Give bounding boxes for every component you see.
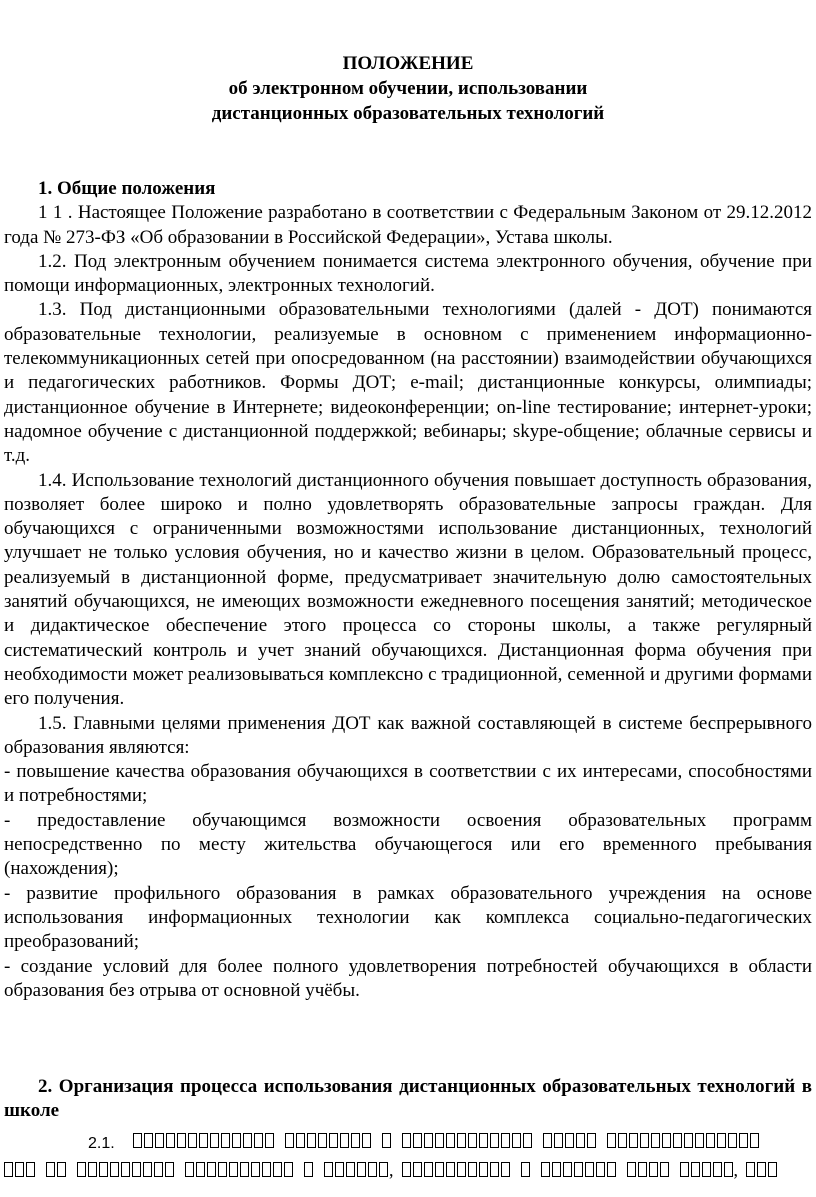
missing-glyph-box — [413, 1162, 422, 1177]
missing-glyph-box — [254, 1133, 263, 1148]
missing-glyph-box — [265, 1133, 274, 1148]
missing-glyph-box — [543, 1133, 552, 1148]
missing-glyph-box — [362, 1133, 371, 1148]
missing-glyph-box — [585, 1162, 594, 1177]
missing-glyph-box — [229, 1162, 238, 1177]
missing-glyph-box — [649, 1162, 658, 1177]
missing-glyph-box — [218, 1162, 227, 1177]
missing-glyph-box — [15, 1162, 24, 1177]
missing-glyph-box — [132, 1162, 141, 1177]
missing-glyph-box — [640, 1133, 649, 1148]
paragraph-1-4: 1.4. Использование технологий дистанционного обучения повышает доступность образования, позволяет более широко и полно удовлетворять образовательные запросы граждан. Для обучающихся с ограниченными возможностями использование дистанционных, технологий улучшает не только условия обучения, но и качество жизни в целом. Образовательный процесс, реализуемый в дистанционной форме, предусматривает значительную долю самостоятельных занятий обучающихся, не имеющих возможности ежедневного посещения занятий; методическое и дидактическое обеспечение этого процесса со стороны школы, а также регулярный систематический контроль и учет знаний обучающихся. Дистанционная форма обучения при необходимости может реализовываться комплексно с традиционной, семенной и другими формами его получения. — [4, 469, 812, 710]
section-2-heading: 2. Организация процесса использования дистанционных образовательных технологий в школе — [4, 1076, 812, 1122]
missing-glyph-box — [501, 1162, 510, 1177]
missing-glyph-box — [468, 1133, 477, 1148]
missing-glyph-box — [4, 1162, 13, 1177]
paragraph-2-1-number: 2.1. — [88, 1134, 115, 1152]
missing-glyph-box — [702, 1162, 711, 1177]
missing-glyph-box — [713, 1162, 722, 1177]
missing-glyph-box — [88, 1162, 97, 1177]
paragraph-1-1: 1 1 . Настоящее Положение разработано в соответствии с Федеральным Законом от 29.12.2012 года № 273-ФЗ «Об образовании в Российской Федерации», Устава школы. — [4, 202, 812, 248]
missing-glyph-box — [746, 1162, 755, 1177]
missing-glyph-box — [565, 1133, 574, 1148]
missing-glyph-box — [329, 1133, 338, 1148]
paragraph-1-5: 1.5. Главными целями применения ДОТ как важной составляющей в системе беспрерывного образования являются: — [4, 712, 812, 758]
missing-glyph-box — [576, 1133, 585, 1148]
missing-glyph-box — [724, 1162, 733, 1177]
missing-glyph-box — [57, 1162, 66, 1177]
bullet-item: - повышение качества образования обучающихся в соответствии с их интересами, способностями и потребностями; — [4, 761, 812, 807]
missing-glyph-box — [629, 1133, 638, 1148]
missing-glyph-box — [402, 1162, 411, 1177]
missing-glyph-box — [240, 1162, 249, 1177]
missing-glyph-box — [424, 1133, 433, 1148]
missing-glyph-box — [251, 1162, 260, 1177]
missing-glyph-box — [262, 1162, 271, 1177]
garbled-paragraph-2-1 — [0, 1125, 816, 1185]
paragraph-1-2: 1.2. Под электронным обучением понимается система электронного обучения, обучение при помощи информационных, электронных технологий. — [4, 250, 812, 297]
missing-glyph-box — [185, 1162, 194, 1177]
missing-glyph-box — [110, 1162, 119, 1177]
missing-glyph-box — [541, 1162, 550, 1177]
missing-glyph-box — [155, 1133, 164, 1148]
bullet-item: - развитие профильного образования в рамках образовательного учреждения на основе использования информационных технологии как комплекса социально-педагогических преобразований; — [4, 882, 812, 953]
missing-glyph-box — [357, 1162, 366, 1177]
missing-glyph-box — [587, 1133, 596, 1148]
missing-glyph-box — [121, 1162, 130, 1177]
missing-glyph-box — [660, 1162, 669, 1177]
missing-glyph-box — [144, 1133, 153, 1148]
garbled-line-2 — [4, 1155, 816, 1185]
missing-glyph-box — [479, 1133, 488, 1148]
missing-glyph-box — [335, 1162, 344, 1177]
missing-glyph-box — [351, 1133, 360, 1148]
missing-glyph-box — [177, 1133, 186, 1148]
missing-glyph-box — [196, 1162, 205, 1177]
missing-glyph-box — [26, 1162, 35, 1177]
missing-glyph-box — [552, 1162, 561, 1177]
missing-glyph-box — [757, 1162, 766, 1177]
missing-glyph-box — [324, 1162, 333, 1177]
missing-glyph-box — [662, 1133, 671, 1148]
missing-glyph-box — [165, 1162, 174, 1177]
missing-glyph-box — [307, 1133, 316, 1148]
section-1 — [4, 177, 812, 1003]
missing-glyph-box — [435, 1133, 444, 1148]
missing-glyph-box — [684, 1133, 693, 1148]
missing-glyph-box — [574, 1162, 583, 1177]
missing-glyph-box — [680, 1162, 689, 1177]
missing-glyph-box — [457, 1133, 466, 1148]
missing-glyph-box — [563, 1162, 572, 1177]
missing-glyph-box — [695, 1133, 704, 1148]
missing-glyph-box — [468, 1162, 477, 1177]
missing-glyph-box — [768, 1162, 777, 1177]
missing-glyph-box — [728, 1133, 737, 1148]
document-subtitle-line1: об электронном обучении, использовании — [228, 78, 588, 99]
missing-glyph-box — [273, 1162, 282, 1177]
missing-glyph-box — [284, 1162, 293, 1177]
missing-glyph-box — [446, 1162, 455, 1177]
missing-glyph-box — [340, 1133, 349, 1148]
missing-glyph-box — [523, 1133, 532, 1148]
missing-glyph-box — [221, 1133, 230, 1148]
missing-glyph-box — [490, 1162, 499, 1177]
missing-glyph-box — [346, 1162, 355, 1177]
missing-glyph-box — [596, 1162, 605, 1177]
garbled-line-1 — [0, 1125, 816, 1155]
document-title: ПОЛОЖЕНИЕ — [342, 53, 474, 74]
missing-glyph-box — [618, 1133, 627, 1148]
missing-glyph-box — [638, 1162, 647, 1177]
missing-glyph-box — [379, 1162, 388, 1177]
missing-glyph-box — [627, 1162, 636, 1177]
missing-glyph-box — [413, 1133, 422, 1148]
missing-glyph-box — [207, 1162, 216, 1177]
missing-glyph-box — [706, 1133, 715, 1148]
missing-glyph-box — [232, 1133, 241, 1148]
missing-glyph-box — [717, 1133, 726, 1148]
missing-glyph-box — [512, 1133, 521, 1148]
missing-glyph-box — [143, 1162, 152, 1177]
document-subtitle-line2: дистанционных образовательных технологий — [211, 103, 605, 124]
missing-glyph-box — [296, 1133, 305, 1148]
missing-glyph-box — [210, 1133, 219, 1148]
missing-glyph-box — [424, 1162, 433, 1177]
missing-glyph-box — [188, 1133, 197, 1148]
missing-glyph-box — [318, 1133, 327, 1148]
missing-glyph-box — [46, 1162, 55, 1177]
missing-glyph-box — [99, 1162, 108, 1177]
missing-glyph-box — [285, 1133, 294, 1148]
missing-glyph-box — [673, 1133, 682, 1148]
missing-glyph-box — [435, 1162, 444, 1177]
missing-glyph-box — [368, 1162, 377, 1177]
missing-glyph-box — [521, 1162, 530, 1177]
missing-glyph-box — [77, 1162, 86, 1177]
missing-glyph-box — [607, 1133, 616, 1148]
missing-glyph-box — [154, 1162, 163, 1177]
missing-glyph-run: , , — [4, 1158, 779, 1182]
missing-glyph-box — [402, 1133, 411, 1148]
section-1-heading: 1. Общие положения — [38, 178, 216, 199]
missing-glyph-box — [479, 1162, 488, 1177]
missing-glyph-box — [739, 1133, 748, 1148]
missing-glyph-box — [457, 1162, 466, 1177]
missing-glyph-box — [691, 1162, 700, 1177]
missing-glyph-box — [199, 1133, 208, 1148]
missing-glyph-box — [304, 1162, 313, 1177]
missing-glyph-box — [133, 1133, 142, 1148]
missing-glyph-box — [382, 1133, 391, 1148]
missing-glyph-box — [607, 1162, 616, 1177]
missing-glyph-box — [490, 1133, 499, 1148]
missing-glyph-box — [166, 1133, 175, 1148]
missing-glyph-box — [651, 1133, 660, 1148]
missing-glyph-box — [554, 1133, 563, 1148]
missing-glyph-box — [446, 1133, 455, 1148]
missing-glyph-box — [750, 1133, 759, 1148]
bullet-item: - создание условий для более полного удовлетворения потребностей обучающихся в области образования без отрыва от основной учёбы. — [4, 955, 812, 1001]
missing-glyph-box — [243, 1133, 252, 1148]
missing-glyph-box — [501, 1133, 510, 1148]
bullet-item: - предоставление обучающимся возможности освоения образовательных программ непосредственно по месту жительства обучающегося или его временного пребывания (нахождения); — [4, 809, 812, 880]
missing-glyph-run — [133, 1133, 761, 1148]
paragraph-1-3: 1.3. Под дистанционными образовательными технологиями (далей - ДОТ) понимаются образовательные технологии, реализуемые в основном с применением информационно-телекоммуникационных сетей при опосредованном (на расстоянии) взаимодействии обучающихся и педагогических работников. Формы ДОТ; e-mail; дистанционные конкурсы, олимпиады; дистанционное обучение в Интернете; видеоконференции; on-line тестирование; интернет-уроки; надомное обучение с дистанционной поддержкой; вебинары; skype-общение; облачные сервисы и т.д. — [4, 299, 812, 467]
